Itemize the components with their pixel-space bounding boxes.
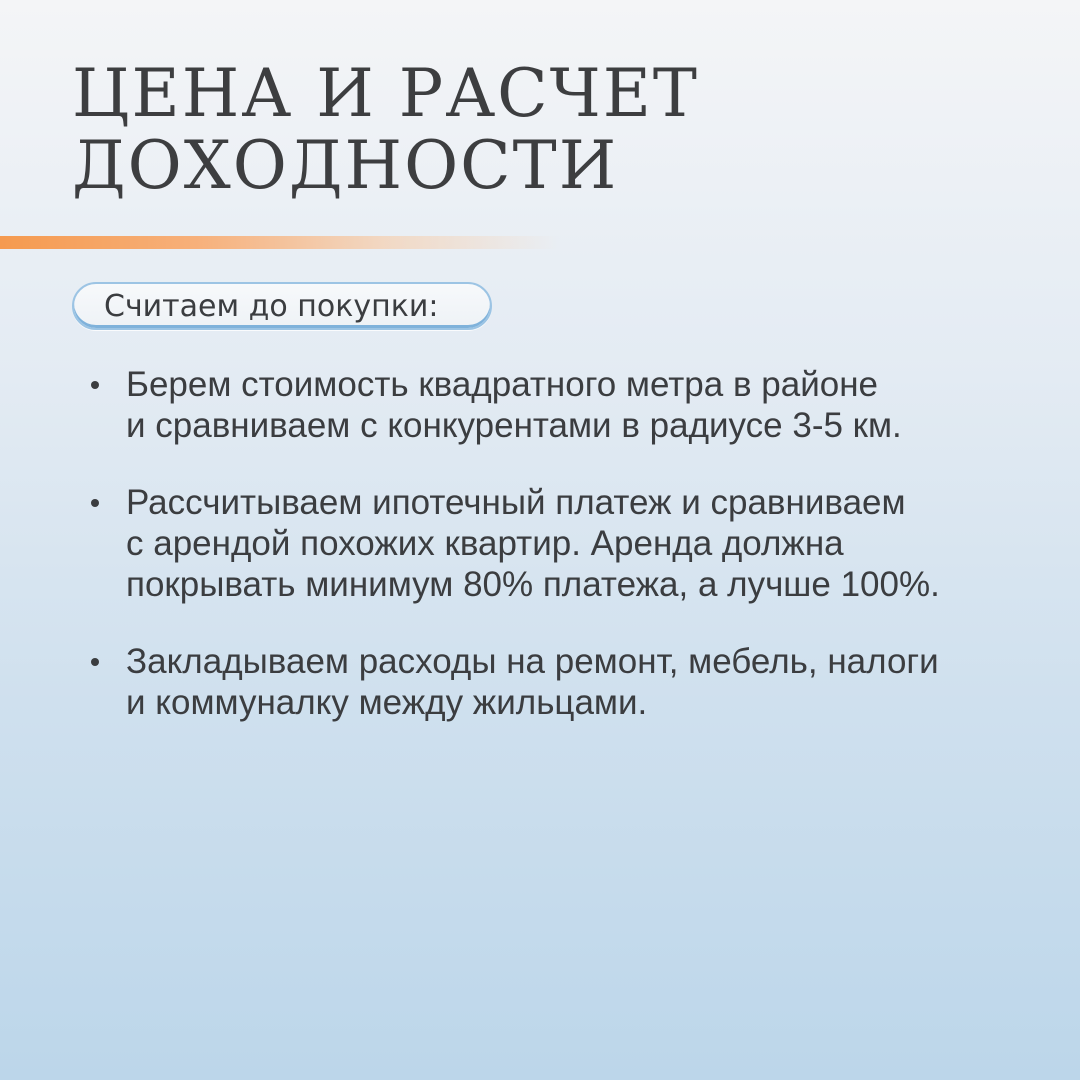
accent-divider xyxy=(0,236,560,249)
list-item-line: покрывать минимум 80% платежа, а лучше 100%. xyxy=(126,565,940,604)
bullet-icon xyxy=(91,499,99,507)
subtitle-badge xyxy=(72,282,492,330)
list-item xyxy=(88,364,1048,446)
title-line-1: ЦЕНА И РАСЧЕТ xyxy=(72,55,699,132)
page-title xyxy=(72,55,699,204)
list-item-line: с арендой похожих квартир. Аренда должна xyxy=(126,524,844,563)
list-item xyxy=(88,641,1048,723)
bullet-icon xyxy=(91,658,99,666)
bullet-icon xyxy=(91,381,99,389)
list-item-line: Рассчитываем ипотечный платеж и сравниваем xyxy=(126,483,906,522)
list-item-line: и коммуналку между жильцами. xyxy=(126,683,648,722)
list-item-line: и сравниваем с конкурентами в радиусе 3-5 км. xyxy=(126,406,902,445)
title-line-2: ДОХОДНОСТИ xyxy=(72,127,619,204)
list-item-line: Закладываем расходы на ремонт, мебель, налоги xyxy=(126,642,939,681)
list-item-line: Берем стоимость квадратного метра в районе xyxy=(126,365,879,404)
list-item xyxy=(88,482,1048,605)
bullet-list xyxy=(88,364,1048,759)
subtitle-label: Считаем до покупки: xyxy=(104,288,439,324)
